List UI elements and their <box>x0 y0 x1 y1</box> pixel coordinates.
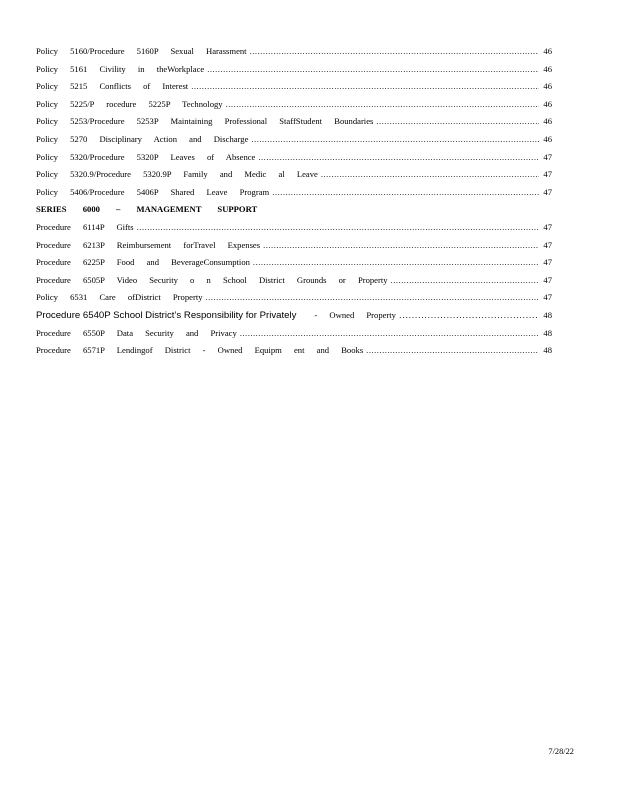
toc-entry-page: 46 <box>543 98 552 109</box>
toc-entry <box>36 64 552 82</box>
table-of-contents <box>36 46 552 363</box>
toc-entry-title: Policy 5161 Civility in theWorkplace <box>36 63 205 74</box>
leader-dots <box>399 310 539 321</box>
leader-dots <box>321 169 539 179</box>
toc-entry-title: Policy 5320/Procedure 5320P Leaves of Absence <box>36 151 256 162</box>
leader-dots <box>207 64 539 74</box>
toc-entry-page: 48 <box>543 327 552 338</box>
toc-entry <box>36 257 552 275</box>
leader-dots <box>240 328 539 338</box>
leader-dots <box>258 152 539 162</box>
toc-entry-title: Policy 5406/Procedure 5406P Shared Leave Program <box>36 186 270 197</box>
toc-entry-page: 47 <box>543 151 552 162</box>
toc-entry-page: 47 <box>543 239 552 250</box>
toc-entry <box>36 222 552 240</box>
toc-entry-page: 46 <box>543 133 552 144</box>
toc-entry-page: 46 <box>543 116 552 127</box>
toc-entry-page: 46 <box>543 81 552 92</box>
toc-entry-page: 46 <box>543 63 552 74</box>
toc-entry <box>36 169 552 187</box>
toc-entry-title: Policy 5270 Disciplinary Action and Discharge <box>36 133 249 144</box>
toc-entry-title: Procedure 6114P Gifts <box>36 221 134 232</box>
toc-entry-page: 48 <box>543 345 552 356</box>
series-heading-text: SERIES 6000 – MANAGEMENT SUPPORT <box>36 204 258 215</box>
leader-dots <box>376 116 539 126</box>
toc-entry <box>36 275 552 293</box>
toc-entry <box>36 152 552 170</box>
toc-entry <box>36 99 552 117</box>
toc-entry <box>36 187 552 205</box>
toc-entry-page: 46 <box>543 46 552 56</box>
toc-entry-page: 47 <box>543 169 552 180</box>
toc-entry <box>36 116 552 134</box>
leader-dots <box>250 46 539 56</box>
leader-dots <box>137 222 539 232</box>
leader-dots <box>253 257 539 267</box>
toc-entry <box>36 46 552 64</box>
leader-dots <box>366 345 539 355</box>
series-heading <box>36 204 552 222</box>
toc-entry <box>36 292 552 310</box>
toc-entry <box>36 328 552 346</box>
toc-entry <box>36 345 552 363</box>
toc-entry-title: Procedure 6505P Video Security o n School District Grounds or Property <box>36 274 388 285</box>
leader-dots <box>272 187 539 197</box>
toc-entry-title: Procedure 6550P Data Security and Privacy <box>36 327 237 338</box>
toc-entry-title: Policy 6531 Care ofDistrict Property <box>36 292 203 303</box>
toc-entry-title: Policy 5215 Conflicts of Interest <box>36 81 189 92</box>
toc-entry-page: 47 <box>543 186 552 197</box>
leader-dots <box>226 99 539 109</box>
toc-entry-title-suffix: - Owned Property <box>314 309 396 320</box>
toc-entry <box>36 81 552 99</box>
toc-entry <box>36 310 552 328</box>
toc-entry-title: Policy 5225/P rocedure 5225P Technology <box>36 98 223 109</box>
toc-entry-page: 47 <box>543 257 552 268</box>
leader-dots <box>206 292 540 302</box>
toc-entry-title: Procedure 6540P School District’s Responsibility for Privately <box>36 309 297 321</box>
toc-entry-title: Policy 5253/Procedure 5253P Maintaining Professional StaffStudent Boundaries <box>36 116 374 127</box>
toc-entry-title: Policy 5320.9/Procedure 5320.9P Family and Medic al Leave <box>36 169 318 180</box>
toc-entry <box>36 134 552 152</box>
toc-entry <box>36 240 552 258</box>
toc-entry-page: 47 <box>543 292 552 303</box>
leader-dots <box>391 275 539 285</box>
toc-entry-page: 48 <box>543 309 552 320</box>
toc-entry-title: Procedure 6571P Lendingof District - Owned Equipm ent and Books <box>36 345 364 356</box>
toc-entry-page: 47 <box>543 221 552 232</box>
footer-date: 7/28/22 <box>548 747 574 756</box>
leader-dots <box>263 240 539 250</box>
leader-dots <box>251 134 539 144</box>
leader-dots <box>191 81 539 91</box>
toc-entry-page: 47 <box>543 274 552 285</box>
toc-entry-title: Procedure 6225P Food and BeverageConsumption <box>36 257 250 268</box>
toc-entry-title: Policy 5160/Procedure 5160P Sexual Harassment <box>36 46 247 56</box>
toc-entry-title: Procedure 6213P Reimbursement forTravel Expenses <box>36 239 261 250</box>
